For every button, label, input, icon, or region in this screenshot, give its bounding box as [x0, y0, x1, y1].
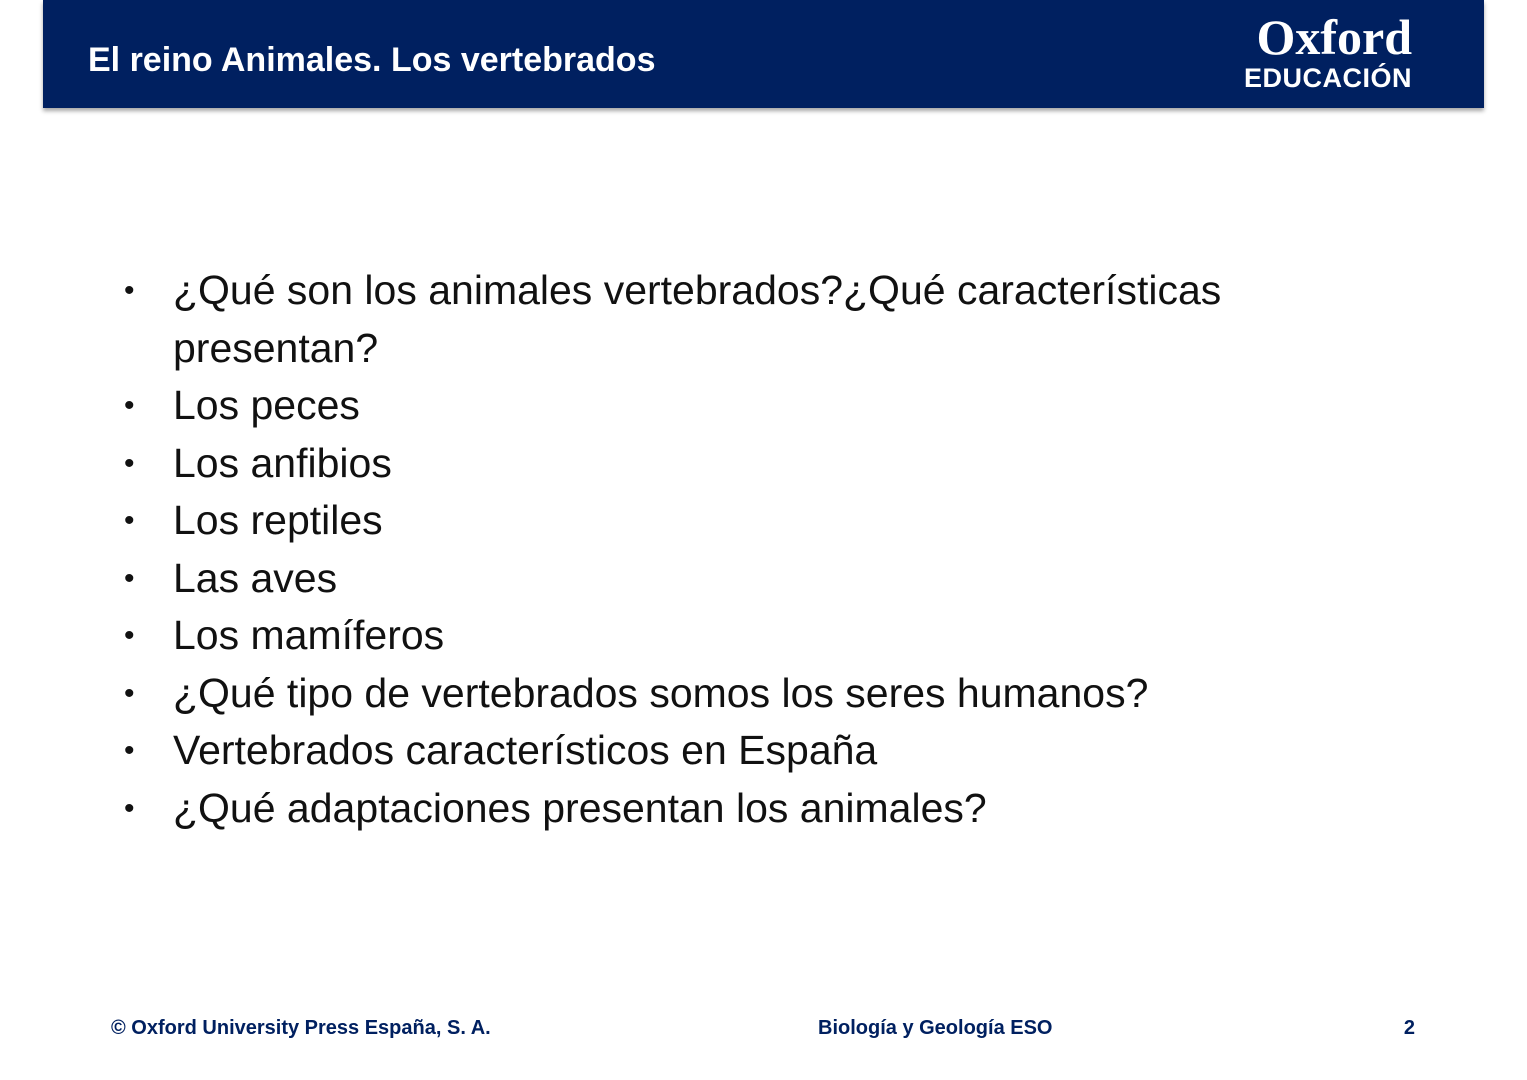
list-item-text: Vertebrados característicos en España: [173, 727, 878, 773]
list-item: [124, 722, 1374, 780]
bullet-icon: •: [124, 504, 135, 537]
bullet-icon: •: [124, 446, 135, 480]
bullet-icon: •: [124, 274, 135, 307]
list-item-text: ¿Qué son los animales vertebrados?¿Qué características presentan?: [173, 267, 1222, 371]
list-item: [124, 492, 1374, 550]
list-item: [124, 550, 1374, 608]
bullet-icon: •: [124, 619, 135, 652]
logo-brand: Oxford: [1256, 9, 1412, 65]
list-item-text: Los reptiles: [173, 497, 383, 543]
logo-subbrand: EDUCACIÓN: [1243, 63, 1412, 93]
list-item-text: ¿Qué adaptaciones presentan los animales?: [173, 784, 987, 831]
list-item: [124, 607, 1374, 665]
bullet-icon: •: [124, 791, 135, 825]
slide-title: El reino Animales. Los vertebrados: [88, 41, 656, 79]
list-item: [124, 435, 1374, 493]
list-item-text: Los mamíferos: [173, 612, 445, 658]
list-item-text: Las aves: [173, 554, 338, 601]
bullet-icon: •: [124, 561, 135, 595]
list-item-text: Los anfibios: [173, 439, 392, 486]
list-item-text: ¿Qué tipo de vertebrados somos los seres humanos?: [173, 669, 1149, 716]
footer-subject: Biología y Geología ESO: [818, 1017, 1053, 1039]
list-item: [124, 377, 1374, 435]
page-number: 2: [1403, 1017, 1415, 1039]
slide-header: [43, 0, 1484, 108]
topic-list: [124, 262, 1374, 837]
bullet-icon: •: [124, 676, 135, 710]
bullet-icon: •: [124, 734, 135, 767]
list-item: [124, 665, 1374, 723]
list-item-text: Los peces: [173, 382, 360, 428]
list-item: [124, 262, 1374, 377]
oxford-educacion-logo: [1243, 9, 1412, 93]
list-item: [124, 780, 1374, 838]
bullet-icon: •: [124, 389, 135, 422]
footer-copyright: © Oxford University Press España, S. A.: [111, 1017, 491, 1039]
